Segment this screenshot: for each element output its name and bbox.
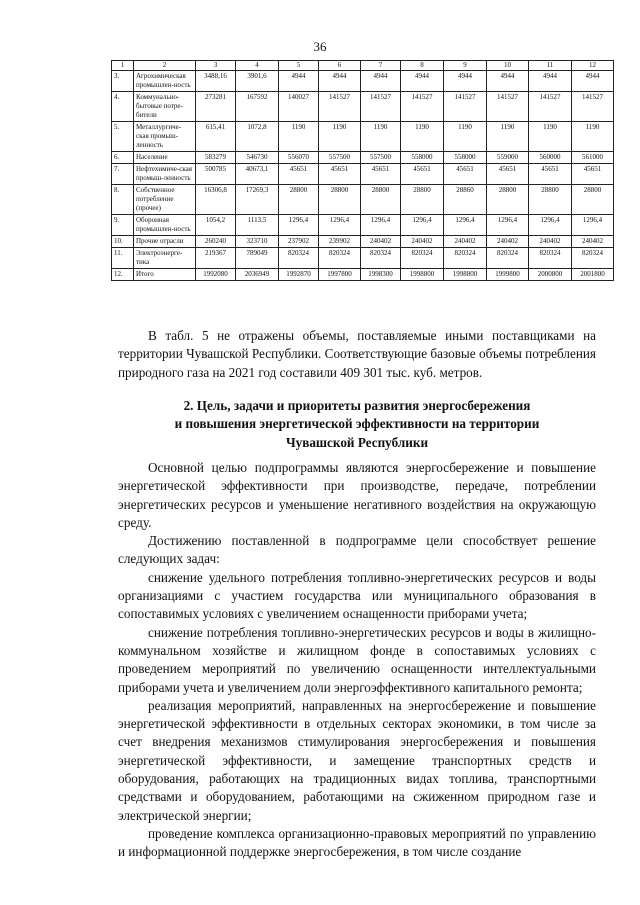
table-row xyxy=(112,152,614,164)
row-number: 11. xyxy=(112,248,134,269)
column-number: 7 xyxy=(361,61,401,71)
value-cell: 237902 xyxy=(279,236,319,248)
value-cell: 1998800 xyxy=(401,269,444,281)
value-cell: 1190 xyxy=(529,122,572,152)
value-cell: 28800 xyxy=(279,185,319,215)
value-cell: 45651 xyxy=(279,164,319,185)
section-heading-line: 2. Цель, задачи и приоритеты развития энергосбережения xyxy=(183,398,531,413)
value-cell: 28800 xyxy=(319,185,361,215)
gas-consumption-table xyxy=(111,60,614,281)
value-cell: 1190 xyxy=(361,122,401,152)
value-cell: 560000 xyxy=(529,152,572,164)
value-cell: 141527 xyxy=(444,92,487,122)
value-cell: 1992870 xyxy=(279,269,319,281)
value-cell: 2001800 xyxy=(572,269,614,281)
value-cell: 4944 xyxy=(487,71,529,92)
value-cell: 1190 xyxy=(401,122,444,152)
value-cell: 2000800 xyxy=(529,269,572,281)
value-cell: 1296,4 xyxy=(529,215,572,236)
sector-name: Электроэнерге-тика xyxy=(134,248,196,269)
value-cell: 556070 xyxy=(279,152,319,164)
value-cell: 1190 xyxy=(444,122,487,152)
value-cell: 4944 xyxy=(319,71,361,92)
sector-name: Нефтехимиче-ская промыш-ленность xyxy=(134,164,196,185)
value-cell: 1997800 xyxy=(319,269,361,281)
row-number: 6. xyxy=(112,152,134,164)
value-cell: 141527 xyxy=(529,92,572,122)
value-cell: 1296,4 xyxy=(487,215,529,236)
sector-name: Население xyxy=(134,152,196,164)
value-cell: 240402 xyxy=(361,236,401,248)
page-number: 36 xyxy=(313,39,327,54)
value-cell: 140027 xyxy=(279,92,319,122)
sector-name: Собственное потребление (прочее) xyxy=(134,185,196,215)
sector-name: Металлургиче-ская промыш-ленность xyxy=(134,122,196,152)
column-number: 9 xyxy=(444,61,487,71)
value-cell: 45651 xyxy=(529,164,572,185)
value-cell: 240402 xyxy=(444,236,487,248)
column-number: 2 xyxy=(134,61,196,71)
value-cell: 559000 xyxy=(487,152,529,164)
row-number: 4. xyxy=(112,92,134,122)
value-cell: 820324 xyxy=(279,248,319,269)
value-cell: 1190 xyxy=(572,122,614,152)
value-cell: 4944 xyxy=(572,71,614,92)
intro-text xyxy=(118,327,596,382)
value-cell: 820324 xyxy=(444,248,487,269)
value-cell: 260240 xyxy=(196,236,236,248)
value-cell: 28860 xyxy=(444,185,487,215)
section-heading xyxy=(118,397,596,452)
value-cell: 3901,6 xyxy=(236,71,279,92)
column-number: 8 xyxy=(401,61,444,71)
body-paragraph: проведение комплекса организационно-правовых мероприятий по управлению и информационной поддержке энергосбережения, в том числе создание xyxy=(118,825,596,860)
value-cell: 820324 xyxy=(529,248,572,269)
value-cell: 40673,1 xyxy=(236,164,279,185)
value-cell: 1296,4 xyxy=(572,215,614,236)
table-row xyxy=(112,164,614,185)
value-cell: 1190 xyxy=(319,122,361,152)
table-row xyxy=(112,92,614,122)
table-header-row xyxy=(112,61,614,71)
value-cell: 1190 xyxy=(279,122,319,152)
value-cell: 28800 xyxy=(487,185,529,215)
value-cell: 45651 xyxy=(487,164,529,185)
body-paragraph: Достижению поставленной в подпрограмме цели способствует решение следующих задач: xyxy=(118,533,596,567)
value-cell: 1999800 xyxy=(487,269,529,281)
body-paragraph: снижение удельного потребления топливно-энергетических ресурсов и воды организациями с участием государства или муниципального образования в сопоставимых условиях с увеличением оснащенности приборами учета; xyxy=(118,569,596,622)
column-number: 1 xyxy=(112,61,134,71)
value-cell: 4944 xyxy=(401,71,444,92)
value-cell: 820324 xyxy=(572,248,614,269)
value-cell: 45651 xyxy=(319,164,361,185)
value-cell: 4944 xyxy=(529,71,572,92)
value-cell: 28800 xyxy=(529,185,572,215)
table-row xyxy=(112,71,614,92)
column-number: 6 xyxy=(319,61,361,71)
value-cell: 1054,2 xyxy=(196,215,236,236)
value-cell: 789049 xyxy=(236,248,279,269)
body-text xyxy=(118,459,596,862)
body-paragraph: снижение потребления топливно-энергетических ресурсов и воды в жилищно-коммунальном хозяйстве и жилищном фонде в сопоставимых условиях с проведением мероприятий по увеличению оснащенности интеллектуальными приборами учета и увеличением доли энергоэффективного капитального ремонта; xyxy=(118,624,596,695)
value-cell: 28800 xyxy=(401,185,444,215)
row-number: 7. xyxy=(112,164,134,185)
sector-name: Прочие отрасли xyxy=(134,236,196,248)
value-cell: 273281 xyxy=(196,92,236,122)
value-cell: 141527 xyxy=(572,92,614,122)
value-cell: 1998800 xyxy=(444,269,487,281)
value-cell: 561000 xyxy=(572,152,614,164)
column-number: 10 xyxy=(487,61,529,71)
column-number: 3 xyxy=(196,61,236,71)
row-number: 10. xyxy=(112,236,134,248)
value-cell: 558000 xyxy=(444,152,487,164)
value-cell: 45651 xyxy=(572,164,614,185)
value-cell: 820324 xyxy=(401,248,444,269)
value-cell: 240402 xyxy=(401,236,444,248)
value-cell: 45651 xyxy=(444,164,487,185)
value-cell: 16306,8 xyxy=(196,185,236,215)
value-cell: 820324 xyxy=(487,248,529,269)
section-heading-line: Чувашской Республики xyxy=(285,434,429,450)
value-cell: 2036949 xyxy=(236,269,279,281)
row-number: 12. xyxy=(112,269,134,281)
value-cell: 141527 xyxy=(487,92,529,122)
value-cell: 1296,4 xyxy=(319,215,361,236)
value-cell: 239902 xyxy=(319,236,361,248)
value-cell: 240402 xyxy=(529,236,572,248)
value-cell: 4944 xyxy=(444,71,487,92)
column-number: 11 xyxy=(529,61,572,71)
value-cell: 1190 xyxy=(487,122,529,152)
value-cell: 3488,16 xyxy=(196,71,236,92)
value-cell: 17269,3 xyxy=(236,185,279,215)
value-cell: 1296,4 xyxy=(444,215,487,236)
value-cell: 557500 xyxy=(361,152,401,164)
value-cell: 820324 xyxy=(319,248,361,269)
sector-name: Коммунально-бытовые потре-бители xyxy=(134,92,196,122)
table-row xyxy=(112,185,614,215)
column-number: 12 xyxy=(572,61,614,71)
value-cell: 1296,4 xyxy=(361,215,401,236)
value-cell: 45651 xyxy=(401,164,444,185)
value-cell: 240402 xyxy=(487,236,529,248)
value-cell: 1296,4 xyxy=(401,215,444,236)
value-cell: 141527 xyxy=(361,92,401,122)
value-cell: 583279 xyxy=(196,152,236,164)
sector-name: Агрохимическая промышлен-ность xyxy=(134,71,196,92)
row-number: 3. xyxy=(112,71,134,92)
body-paragraph: реализация мероприятий, направленных на энергосбережение и повышение энергетической эффективности в отдельных секторах экономики, в том числе за счет внедрения механизмов стимулирования энергосбережения и повышения энергетической эффективности, и замещение транспортных средств и оборудования, работающих на традиционных видах топлива, транспортными средствами и оборудованием, работающими на сжиженном природном газе и электрической энергии; xyxy=(118,697,596,823)
row-number: 5. xyxy=(112,122,134,152)
intro-paragraph: В табл. 5 не отражены объемы, поставляемые иными поставщиками на территории Чувашской Республики. Соответствующие базовые объемы потребления природного газа на 2021 год составили 409 301 тыс. куб. метров. xyxy=(118,328,596,380)
value-cell: 323710 xyxy=(236,236,279,248)
value-cell: 1296,4 xyxy=(279,215,319,236)
section-heading-line: и повышения энергетической эффективности на территории xyxy=(174,416,540,432)
row-number: 9. xyxy=(112,215,134,236)
value-cell: 500785 xyxy=(196,164,236,185)
value-cell: 141527 xyxy=(319,92,361,122)
sector-name: Итого xyxy=(134,269,196,281)
value-cell: 1113,5 xyxy=(236,215,279,236)
value-cell: 1072,8 xyxy=(236,122,279,152)
body-paragraph: Основной целью подпрограммы являются энергосбережение и повышение энергетической эффективности при производстве, передаче, потреблении энергетических ресурсов и уменьшение негативного воздействия на окружающую среду. xyxy=(118,460,596,530)
value-cell: 558000 xyxy=(401,152,444,164)
table-row xyxy=(112,248,614,269)
value-cell: 546730 xyxy=(236,152,279,164)
value-cell: 615,41 xyxy=(196,122,236,152)
value-cell: 167592 xyxy=(236,92,279,122)
value-cell: 28800 xyxy=(361,185,401,215)
value-cell: 557500 xyxy=(319,152,361,164)
value-cell: 219367 xyxy=(196,248,236,269)
sector-name: Оборонная промышлен-ность xyxy=(134,215,196,236)
row-number: 8. xyxy=(112,185,134,215)
column-number: 4 xyxy=(236,61,279,71)
value-cell: 1992080 xyxy=(196,269,236,281)
table-row xyxy=(112,236,614,248)
table-row xyxy=(112,269,614,281)
value-cell: 4944 xyxy=(361,71,401,92)
value-cell: 141527 xyxy=(401,92,444,122)
value-cell: 4944 xyxy=(279,71,319,92)
value-cell: 240402 xyxy=(572,236,614,248)
table-row xyxy=(112,122,614,152)
column-number: 5 xyxy=(279,61,319,71)
value-cell: 28800 xyxy=(572,185,614,215)
value-cell: 820324 xyxy=(361,248,401,269)
table-row xyxy=(112,215,614,236)
value-cell: 45651 xyxy=(361,164,401,185)
value-cell: 1998300 xyxy=(361,269,401,281)
